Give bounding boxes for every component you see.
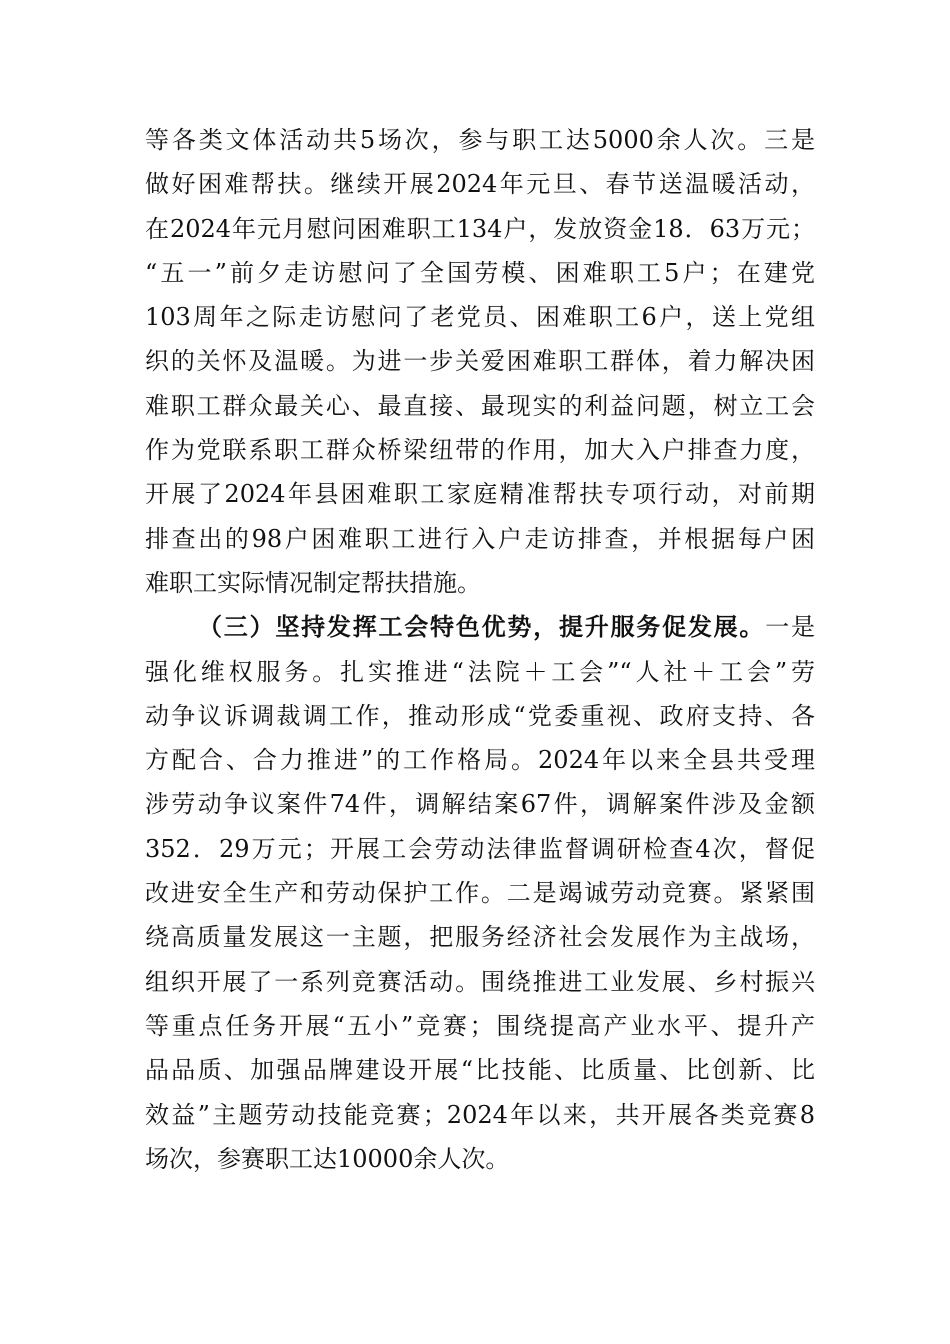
paragraph-line: 做好困难帮扶。继续开展2024年元旦、春节送温暖活动， [145,170,815,199]
paragraph-line: 品品质、加强品牌建设开展“比技能、比质量、比创新、比 [145,1056,815,1085]
paragraph-line: 等各类文体活动共5场次，参与职工达5000余人次。三是 [145,126,815,154]
paragraph-line: 开展了2024年县困难职工家庭精准帮扶专项行动，对前期 [145,480,815,509]
paragraph-line: 方配合、合力推进”的工作格局。2024年以来全县共受理 [145,746,815,775]
paragraph-line: 难职工群众最关心、最直接、最现实的利益问题，树立工会 [145,391,815,420]
paragraph-line: 涉劳动争议案件74件，调解结案67件，调解案件涉及金额 [145,790,815,819]
paragraph-line: 效益”主题劳动技能竞赛；2024年以来，共开展各类竞赛8 [145,1100,815,1129]
paragraph-line: 等重点任务开展“五小”竞赛；围绕提高产业水平、提升产 [145,1011,815,1040]
paragraph-line: 作为党联系职工群众桥梁纽带的作用，加大入户排查力度， [145,436,815,465]
paragraph-line: 强化维权服务。扎实推进“法院＋工会”“人社＋工会”劳 [145,657,815,686]
section-heading: （三）坚持发挥工会特色优势，提升服务促发展。 [198,612,766,642]
paragraph-line: “五一”前夕走访慰问了全国劳模、困难职工5户；在建党 [145,258,815,287]
paragraph-line: 难职工实际情况制定帮扶措施。 [145,568,481,597]
section-heading-line [145,605,815,649]
body-text [145,118,815,1181]
paragraph-line: 排查出的98户困难职工进行入户走访排查，并根据每户困 [145,524,815,553]
paragraph-line: 352．29万元；开展工会劳动法律监督调研检查4次，督促 [145,834,815,863]
paragraph-line: 组织开展了一系列竞赛活动。围绕推进工业发展、乡村振兴 [145,967,815,996]
paragraph-line: 场次，参赛职工达10000余人次。 [145,1144,510,1173]
section-heading-continuation: 一是 [765,613,816,642]
paragraph-line: 改进安全生产和劳动保护工作。二是竭诚劳动竞赛。紧紧围 [145,879,815,908]
paragraph-line: 动争议诉调裁调工作，推动形成“党委重视、政府支持、各 [145,701,815,730]
paragraph-line: 103周年之际走访慰问了老党员、困难职工6户，送上党组 [145,303,815,332]
paragraph-line: 绕高质量发展这一主题，把服务经济社会发展作为主战场， [145,923,815,952]
paragraph-line: 织的关怀及温暖。为进一步关爱困难职工群体，着力解决困 [145,347,815,376]
paragraph-line: 在2024年元月慰问困难职工134户，发放资金18．63万元； [145,214,815,243]
